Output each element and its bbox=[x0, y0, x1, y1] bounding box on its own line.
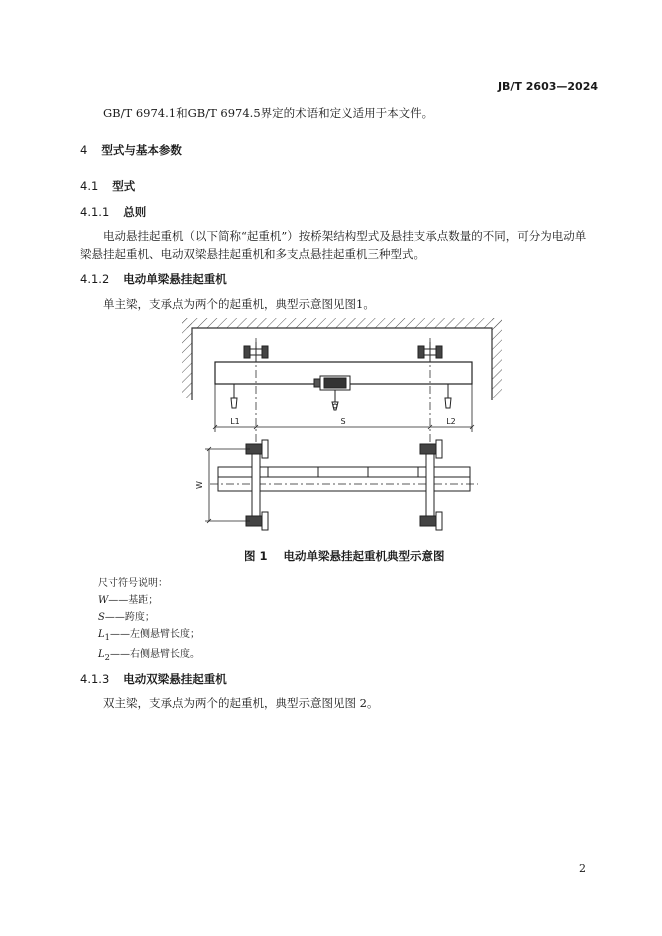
left-pendant-hook bbox=[231, 384, 237, 408]
legend-description: ——右侧悬臂长度。 bbox=[109, 649, 200, 660]
legend-subscript: 2 bbox=[104, 652, 110, 662]
standard-number: JB/T 2603—2024 bbox=[497, 80, 598, 93]
dimension-label-s: S bbox=[340, 417, 346, 426]
section-number: 4.1.1 bbox=[80, 205, 110, 219]
dimension-label-l1: L1 bbox=[230, 417, 240, 426]
section-title: 总则 bbox=[123, 205, 147, 219]
plan-view-girder bbox=[210, 467, 478, 491]
legend-symbol: L bbox=[98, 629, 105, 640]
legend-item-s bbox=[98, 609, 200, 626]
section-title: 型式与基本参数 bbox=[101, 143, 182, 157]
section-title: 电动双梁悬挂起重机 bbox=[123, 672, 227, 686]
right-pendant-hook bbox=[445, 384, 451, 408]
section-number: 4.1.2 bbox=[80, 272, 110, 286]
legend-description: ——跨度； bbox=[104, 612, 155, 623]
legend-symbol: W bbox=[98, 595, 109, 606]
figure-title: 电动单梁悬挂起重机典型示意图 bbox=[283, 549, 445, 563]
figure-caption bbox=[244, 548, 445, 564]
dimension-legend bbox=[98, 575, 200, 666]
section-title: 型式 bbox=[112, 179, 136, 193]
dimension-label-w: W bbox=[195, 481, 204, 489]
general-paragraph-line-1: 电动悬挂起重机（以下简称“起重机”）按桥架结构型式及悬挂支承点数量的不同，可分为电动单 bbox=[103, 229, 587, 243]
dimension-label-l2: L2 bbox=[446, 417, 456, 426]
section-number: 4.1.3 bbox=[80, 672, 110, 686]
intro-paragraph: GB/T 6974.1和GB/T 6974.5界定的术语和定义适用于本文件。 bbox=[103, 106, 434, 120]
electric-hoist bbox=[314, 376, 350, 410]
figure-number: 图 1 bbox=[244, 549, 268, 563]
page-number: 2 bbox=[579, 862, 586, 875]
legend-description: ——左侧悬臂长度； bbox=[109, 629, 200, 640]
legend-description: ——基距； bbox=[108, 595, 159, 606]
legend-item-l1 bbox=[98, 626, 200, 646]
legend-subscript: 1 bbox=[104, 632, 110, 642]
legend-symbol: L bbox=[98, 649, 105, 660]
legend-title: 尺寸符号说明： bbox=[98, 578, 168, 589]
legend-item-l2 bbox=[98, 646, 200, 666]
section-number: 4 bbox=[80, 143, 88, 157]
section-number: 4.1 bbox=[80, 179, 99, 193]
legend-item-w bbox=[98, 592, 200, 609]
section-title: 电动单梁悬挂起重机 bbox=[123, 272, 227, 286]
section-4-1-3-heading bbox=[80, 671, 227, 687]
legend-symbol: S bbox=[98, 612, 105, 623]
double-girder-paragraph: 双主梁，支承点为两个的起重机，典型示意图见图 2。 bbox=[103, 696, 379, 710]
single-girder-paragraph: 单主梁，支承点为两个的起重机，典型示意图见图1。 bbox=[103, 297, 375, 311]
general-paragraph-line-2: 梁悬挂起重机、电动双梁悬挂起重机和多支点悬挂起重机三种型式。 bbox=[80, 247, 425, 261]
